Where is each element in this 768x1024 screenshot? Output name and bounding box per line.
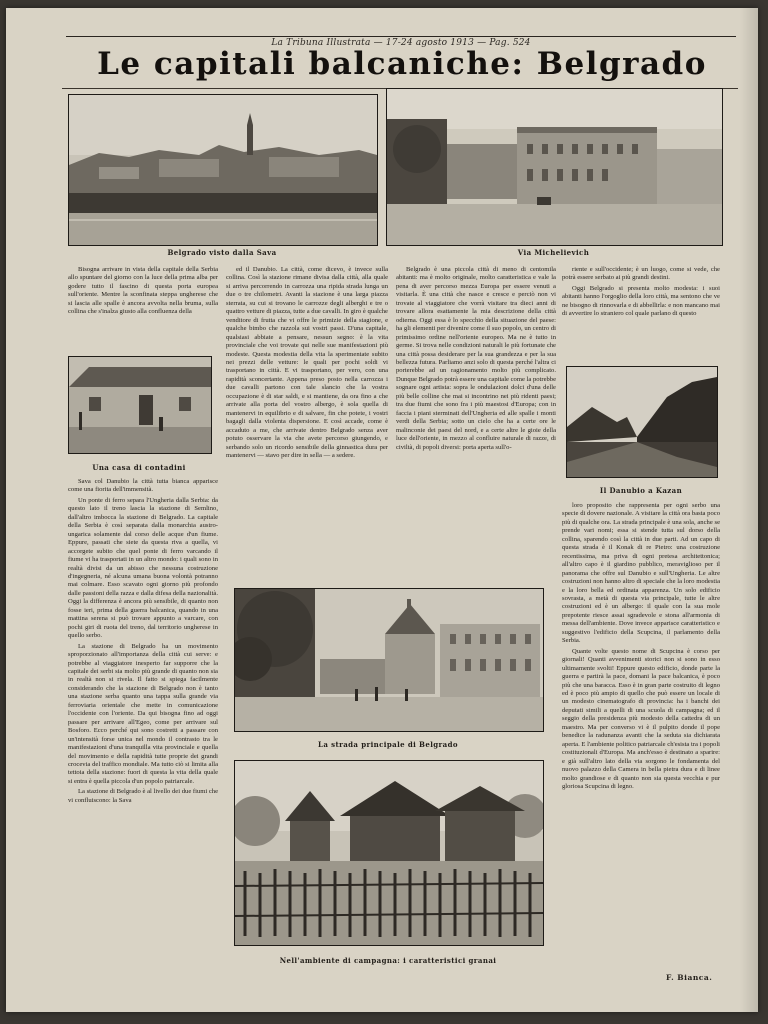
photo-via-michelievich-image — [387, 89, 722, 245]
photo-danube-kazan — [566, 366, 718, 478]
article-column-3 — [396, 266, 556, 578]
paragraph: Belgrado è una piccola città di meno di centomila abitanti: ma è molto originale, molto caratteristica e vale la pena di aver percorso mezza Europa per essere venuti a visitarla. È una città che nasce e cresce e perciò non vi trovate al viaggiatore che vorrà visitare tra dieci anni di trovare allora esattamente la mia descrizione della città odierna. Oggi essa è lo specchio della situazione del paese: ha gli elementi per divenire come il suo popolo, un centro di primissimo ordine nell'oriente europeo. Ma ne è tutto in germe. Si trova nelle condizioni naturali le più fortunate che una città possa desiderare per la sua grandezza e per la sua bellezza futura. Parliamo anzi solo di questa perché l'altra ci porterebbe ad un ragionamento molto più complicato. Dunque Belgrado potrà essere una capitale come la potrebbe sognare ogni artista: sopra le ondulazioni dolci d'una delle più belle colline che mai si incontrino nei più ridenti paesi; tra due fiumi che sono fra i più maestosi d'Europa; con in faccia i piani sterminati dell'Ungheria ed alle spalle i monti verdi della Serbia; sotto un cielo che ha a certe ore le malinconie dei paesi del nord, e a certe altre le gioie della luce dell'oriente, in mezzo al confluire naturale di razze, di civiltà, di popoli diversi: porta aperta sull'o- — [396, 266, 556, 451]
paragraph: Un ponte di ferro separa l'Ungheria dalla Serbia: da questo lato il treno lascia la stazione di Semlino, dall'altro imbocca la stazione di Belgrado. La capitale della Serbia è così separata dalla monarchia austro-ungarica solamente dal corso delle acque d'un fiume. Eppure, passati che siete da questa riva a quella, vi accorgete subito che quel ponte di ferro varcando il fiume vi ha trasportati in un altro mondo: i quali sono in realtà divisi da un abisso che nessuna costruzione d'ingegneria, né alcuna umana buona volontà potranno mai colmare. Esso scavato ogni giorno più profondo dalle passioni della razza e dalla difesa della nazionalità. Oggi la differenza è ancora più sensibile, di quanto non fosse ieri, prima della guerra balcanica, quando in una mattina serena si può trovare appunto a varcare, con pochi giri di ruota del treno, dal territorio ungherese in quello serbo. — [68, 496, 218, 640]
photo-belgrade-from-sava — [68, 94, 378, 246]
paragraph: loro proposito che rappresenta per ogni serbo una specie di dovere nazionale. A visitare la città ora basta poco più di qualche ora. La strada principale è una sola, anche se prende vari nomi; essa si stende tutta sul dorso della collina, sparendo così la città in due parti. Ad un capo di questa strada è il Konak di re Pietro: una costruzione recentissima, ma priva di ogni pretesa architettonica; all'altro capo è il giardino pubblico, meraviglioso per il panorama che offre sul Danubio e sull'Ungheria. Le altre costruzioni non hanno altro di speciale che la loro modestia e la loro bella ed ordinata apparenza. Un solo edificio sovrasta, a metà di questa via principale, tutte le altre costruzioni ed è un albergo: il quale con la sua mole prepotente riesce assai sgradevole e stona all'armonia di messa dell'ambiente. Dove invece apparisce caratteristico e suggestivo l'edificio della Scupcina, il parlamento della Serbia. — [562, 502, 720, 645]
photo-peasant-house — [68, 356, 212, 454]
paragraph: Oggi Belgrado si presenta molto modesta: i suoi abitanti hanno l'orgoglio della loro città, ma sentono che ve ne bisogno di rinnovarla e di abbellirla: e non mancano mai di avvertire lo straniero col quale parlano di questo — [562, 284, 720, 318]
photo-main-street — [234, 588, 544, 732]
photo-granaries-image — [235, 761, 543, 945]
paragraph: Quante volte questo nome di Scupcina è corso per giornali! Quanti avvenimenti storici non si sono in esso ultimamente svolti! Eppure questo edificio, donde parte la guerra e partirà la pace, domani la pace balcanica, è poco più che una baracca. Esso è in gran parte costruito di legno ed è poco più ampio di quello che può essere un locale di un modesto cinematografo di provincia: ha i banchi dei deputati simili a quelli di una scuola di campagna; ed il seggio della presidenza più modesto della cattedra di un maestro. Ma per converso vi è il pulpito donde il pope benedice la radunanza avanti che la seduta sia dichiarata aperta. E l'ambiente politico patriarcale ch'esista tra i popoli costituzionali d'Europa. Ma anch'esso è destinato a sparire: e già sull'altro lato della via sorgono le fondamenta del nuovo palazzo della Camera in bella pietra dura e di linee molto grandiose e di quanto non sia questa vecchia e pur gloriosa Scupcina di legno. — [562, 647, 720, 790]
article-column-1-bottom — [68, 478, 218, 968]
caption-danube-kazan: Il Danubio a Kazan — [599, 486, 683, 495]
page-title: Le capitali balcaniche: Belgrado — [97, 46, 707, 82]
caption-via-michelievich: Via Michelievich — [517, 248, 590, 257]
photo-danube-kazan-image — [567, 367, 717, 477]
photo-main-street-image — [235, 589, 543, 731]
article-column-4-bottom — [562, 502, 720, 968]
paragraph: La stazione di Belgrado è al livello dei due fiumi che vi confluiscono: la Sava — [68, 788, 218, 804]
caption-belgrade-from-sava: Belgrado visto dalla Sava — [167, 248, 277, 257]
photo-granaries — [234, 760, 544, 946]
caption-granaries: Nell'ambiente di campagna: i caratteristici granai — [279, 956, 497, 965]
paragraph: La stazione di Belgrado ha un movimento sproporzionato all'importanza della città cui serve: e potrebbe al viaggiatore inesperto far supporre che la capitale dei serbi sia molto più grande di quanto non sia in realtà non si rivela. Il fatto si spiega facilmente considerando che la stazione di Belgrado non è tanto una stazione serba quanto una tappa sulla grande via ferroviaria orientale che mette in comunicazione l'occidente con l'oriente. Da qui bisogna fino ad oggi passare per arrivare all'Egeo, come per arrivare sul Bosforo. Ecco perché qui sono costretti a passare con un'intensità forse unica nel mondo il contrasto tra le manifestazioni d'una tranquilla vita provinciale e quella del movimento e della rapidità tutte proprie dei grandi crocevia del traffico mondiale. Ma tutto ciò si limita alla tettoia della stazione: fuori di questa la vita della quale si entra è quella piccola d'un popolo patriarcale. — [68, 642, 218, 785]
paragraph: riente e sull'occidente; è un luogo, come si vede, che potrà essere serbato ai più grandi destini. — [562, 266, 720, 282]
article-column-2 — [226, 266, 388, 578]
caption-main-street: La strada principale di Belgrado — [318, 740, 458, 749]
caption-peasant-house: Una casa di contadini — [92, 463, 186, 472]
paragraph: ed il Danubio. La città, come dicevo, è invece sulla collina. Così la stazione rimane divisa dalla città, alla quale si arriva percorrendo in carrozza una ripida strada lunga un due o tre chilometri. Avanti la stazione è una larga piazza sterrata, su cui si trovano le carrozze degli alberghi e tre o quattro vetture di piazza, tutte a due cavalli. In giro è qualche venditore di frutta che vi offre le primizie della stagione, e qualche bimbo che razzola sui vostri passi. D'una capitale, qualsiasi abbiate a pensare, nessun segno: è la vita provinciale che voi trovate qui nelle sue manifestazioni più modeste. Questa modestia della vita la sperimentate subito nei prezzi delle vetture: le quali per pochi soldi vi trasportano in città. E vi trasportano, per vero, con una rapidità sconcertante. Appena preso posto nella carrozza i due cavalli partono con tale slancio che la vostra occupazione è di star saldi, e si mantiene, da ora fino a che arrivate alla porta del vostro albergo, è sola quella di mantenervi in equilibrio e di salvare, fin che potete, i vostri bagagli dalla violenta dispersione. E così accade, come è accaduto a me, che arrivate dentro Belgrado senza aver potuto osservare la via che avete percorso giungendo, e serbando solo un ricordo sensibile della ginnastica dura per mantenervi — stavo per dire in sella — a sedere. — [226, 266, 388, 459]
running-head: La Tribuna Illustrata — 17-24 agosto 1913 — Pag. 524 — [66, 36, 736, 48]
author-signature: F. Bianca. — [666, 973, 713, 982]
newspaper-page — [6, 8, 758, 1012]
photo-peasant-house-image — [69, 357, 211, 453]
page-fold-shadow — [740, 8, 758, 1012]
paragraph: Bisogna arrivare in vista della capitale della Serbia allo spuntare del giorno con la luce della prima alba per godere tutto il fascino di questa porta europea sull'oriente. Mentre la sconfinata steppa ungherese che si lascia alle spalle è ancora avvolta nella bruma, sulla collina che s'inalza giusto alla confluenza della — [68, 266, 218, 316]
article-column-4-top — [562, 266, 720, 362]
photo-belgrade-from-sava-image — [69, 95, 377, 245]
article-column-1-top — [68, 266, 218, 352]
paragraph: Sava col Danubio la città tutta bianca apparisce come una fiorita dell'immensità. — [68, 478, 218, 494]
photo-via-michelievich — [386, 88, 723, 246]
